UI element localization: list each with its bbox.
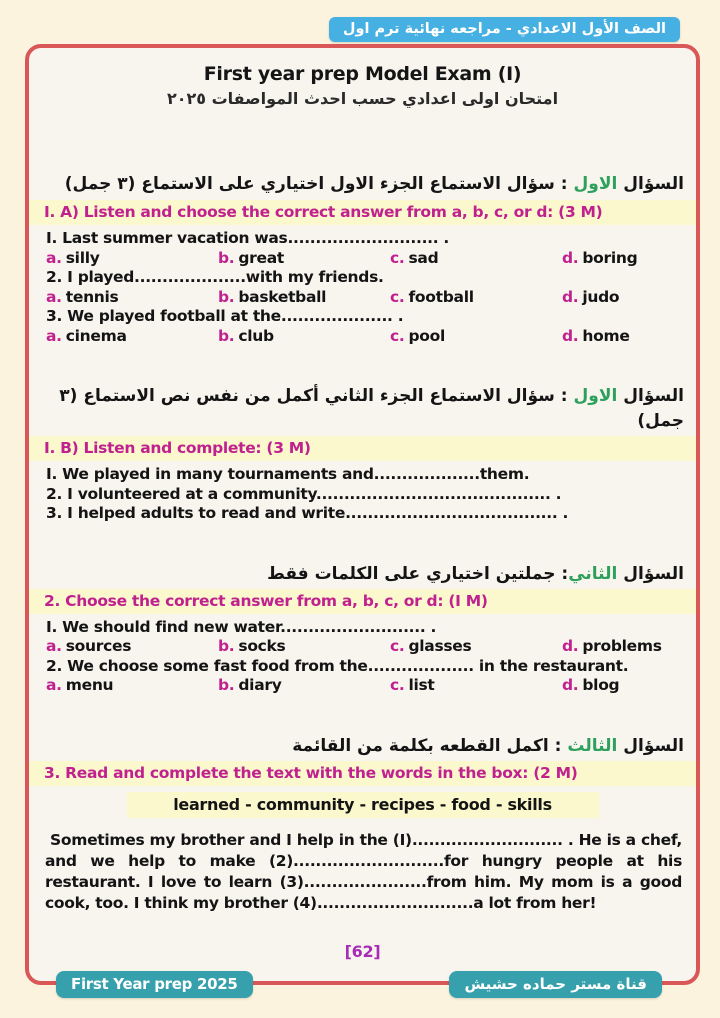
option [218, 637, 390, 657]
option [46, 249, 218, 269]
option-letter: c. [390, 248, 405, 267]
heading-ordinal: الاول [573, 386, 618, 406]
question-line: 2. We choose some fast food from the................... in the restaurant. [46, 656, 629, 675]
option [218, 676, 390, 696]
exam-subtitle-arabic: امتحان اولى اعدادي حسب احدث المواصفات ٢٠٢٥ [166, 89, 559, 108]
option-letter: b. [218, 248, 235, 267]
option [46, 288, 218, 308]
option-text: menu [65, 676, 114, 694]
option-letter: b. [218, 676, 235, 694]
option-letter: d. [562, 287, 579, 306]
option [218, 327, 390, 347]
option [46, 327, 218, 347]
option [390, 676, 562, 696]
grade-level-badge: الصف الأول الاعدادي - مراجعه نهائية ترم اول [329, 17, 680, 42]
option [562, 327, 630, 347]
question-line: I. Last summer vacation was........................... . [46, 229, 450, 247]
options-row [29, 676, 696, 696]
section4-heading-arabic [29, 734, 696, 759]
option-letter: c. [390, 676, 405, 694]
option-text: glasses [408, 637, 472, 655]
section3-instruction: 2. Choose the correct answer from a, b, c, or d: (I M) [29, 589, 696, 614]
question-line: 3. We played football at the.................... . [46, 307, 404, 325]
option-letter: b. [218, 326, 235, 345]
option-letter: b. [218, 637, 235, 655]
option [562, 676, 619, 696]
exam-content-frame [25, 44, 700, 985]
option-text: boring [582, 248, 638, 267]
option-text: cinema [65, 326, 127, 345]
section1-heading-arabic [29, 172, 696, 197]
option-text: great [238, 248, 285, 267]
heading-pre: السؤال [617, 174, 684, 194]
option-text: sad [408, 248, 439, 267]
option-text: home [582, 326, 630, 345]
section2-heading-arabic [29, 384, 696, 434]
options-row [29, 637, 696, 657]
footer-right-badge: قناة مستر حماده حشيش [449, 971, 662, 998]
section4-instruction: 3. Read and complete the text with the words in the box: (2 M) [29, 761, 696, 786]
heading-pre: السؤال [617, 735, 684, 756]
option-letter: c. [390, 637, 405, 655]
heading-post: : سؤال الاستماع الجزء الاول اختياري على الاستماع (٣ جمل) [64, 174, 574, 194]
completion-line: I. We played in many tournaments and...................them. [46, 465, 530, 483]
option-letter: a. [46, 676, 62, 694]
section1-instruction: I. A) Listen and choose the correct answer from a, b, c, or d: (3 M) [29, 200, 696, 225]
footer-left-badge: First Year prep 2025 [56, 971, 253, 998]
option-letter: a. [46, 637, 62, 655]
option-text: blog [582, 676, 620, 694]
option-text: list [408, 676, 435, 694]
option-text: club [238, 326, 274, 345]
option-text: pool [408, 326, 445, 345]
heading-ordinal: الثاني [568, 563, 618, 584]
question-line: 2. I played....................with my friends. [46, 268, 384, 286]
option-letter: d. [562, 676, 579, 694]
option-text: football [408, 287, 474, 306]
heading-pre: السؤال [617, 563, 684, 584]
option-text: tennis [65, 287, 119, 306]
heading-ordinal: الاول [573, 174, 618, 194]
options-row [29, 288, 696, 308]
option [218, 249, 390, 269]
section2-instruction: I. B) Listen and complete: (3 M) [29, 436, 696, 461]
option-text: sources [65, 637, 132, 655]
option [562, 637, 662, 657]
heading-post: : جملتين اختياري على الكلمات فقط [267, 563, 569, 584]
options-row [29, 249, 696, 269]
option-letter: c. [390, 326, 405, 345]
option-letter: a. [46, 287, 62, 306]
option [562, 249, 637, 269]
question-line: I. We should find new water.......................... . [46, 617, 437, 636]
option-text: socks [238, 637, 286, 655]
word-bank-box: learned - community - recipes - food - skills [127, 792, 599, 818]
heading-ordinal: الثالث [567, 735, 618, 756]
option-letter: a. [46, 326, 62, 345]
option [390, 637, 562, 657]
completion-line: 3. I helped adults to read and write...................................... . [46, 504, 569, 522]
option-text: diary [238, 676, 282, 694]
heading-post: : سؤال الاستماع الجزء الثاني أكمل من نفس نص الاستماع (٣ جمل) [59, 386, 684, 431]
option-letter: b. [218, 287, 235, 306]
heading-pre: السؤال [617, 386, 684, 406]
completion-line: 2. I volunteered at a community.......................................... . [46, 484, 562, 503]
page-number: [62] [344, 942, 381, 961]
option-letter: d. [562, 248, 579, 267]
option [218, 288, 390, 308]
section3-heading-arabic [29, 562, 696, 587]
option [46, 676, 218, 696]
option-letter: c. [390, 287, 405, 306]
option-text: problems [582, 637, 662, 655]
option-text: silly [65, 248, 100, 267]
option [390, 327, 562, 347]
option [390, 249, 562, 269]
option-text: basketball [238, 287, 327, 306]
option-letter: d. [562, 637, 579, 655]
option [46, 637, 218, 657]
option-text: judo [582, 287, 620, 306]
exam-title: First year prep Model Exam (I) [203, 63, 522, 85]
cloze-passage: Sometimes my brother and I help in the (I)........................... . He is a chef, and we help to make (2)...........................for hungry people at his restaurant. I love to learn (3)......................from him. My mom is a good cook, too. I think my brother (4)............................a lot from her! [45, 830, 682, 912]
options-row [29, 327, 696, 347]
option [562, 288, 619, 308]
option-letter: d. [562, 326, 579, 345]
option-letter: a. [46, 248, 62, 267]
heading-post: : اكمل القطعه بكلمة من القائمة [292, 735, 568, 756]
option [390, 288, 562, 308]
